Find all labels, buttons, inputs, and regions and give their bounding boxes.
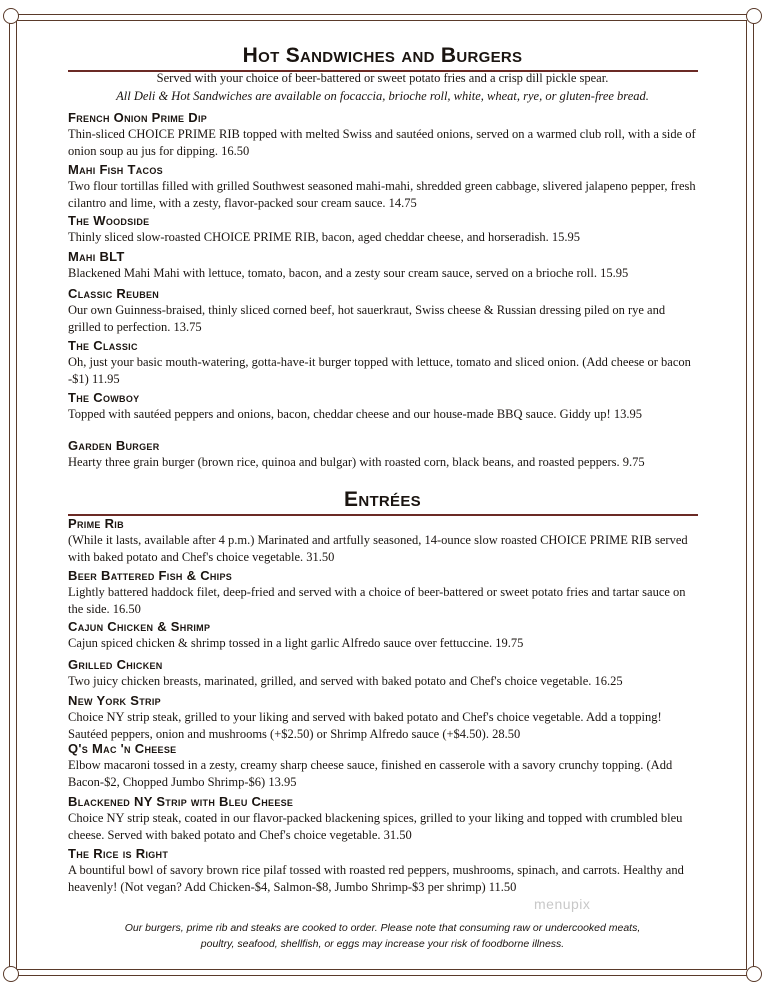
item-name: French Onion Prime Dip (68, 110, 208, 125)
menu-item (68, 249, 700, 282)
menu-item (68, 390, 700, 423)
item-name: Q's Mac 'n Cheese (68, 741, 177, 756)
item-name: Beer Battered Fish & Chips (68, 568, 233, 583)
item-name: Blackened NY Strip with Bleu Cheese (68, 794, 294, 809)
menu-item (68, 213, 700, 246)
item-name: Classic Reuben (68, 286, 160, 301)
sandwiches-title: Hot Sandwiches and Burgers (242, 44, 523, 67)
sides-note: Served with your choice of beer-battered or sweet potato fries and a crisp dill pickle spear. (156, 71, 609, 85)
item-name: The Cowboy (68, 390, 140, 405)
item-description: Thinly sliced slow-roasted CHOICE PRIME RIB, bacon, aged cheddar cheese, and horseradish. 15.95 (68, 230, 581, 244)
menu-item (68, 794, 700, 843)
corner-ornament (3, 966, 19, 982)
menu-item (68, 438, 700, 471)
item-description: Two juicy chicken breasts, marinated, grilled, and served with baked potato and Chef's choice vegetable. 16.25 (68, 674, 623, 688)
menu-item (68, 110, 700, 159)
item-description: Two flour tortillas filled with grilled Southwest seasoned mahi-mahi, shredded green cabbage, slivered jalapeno pepper, fresh cilantro and lime, with a zesty, flavor-packed sour cream sauce. 14.75 (68, 179, 696, 210)
menu-item (68, 568, 700, 617)
item-name: Garden Burger (68, 438, 160, 453)
item-name: Prime Rib (68, 516, 124, 531)
menu-item (68, 516, 700, 565)
item-name: New York Strip (68, 693, 161, 708)
menu-item (68, 846, 700, 895)
item-name: Grilled Chicken (68, 657, 163, 672)
item-description: Choice NY strip steak, grilled to your liking and served with baked potato and Chef's choice vegetable. Add a topping! Sautéed peppers, onion and mushrooms (+$2.50) or Shrimp Alfredo sauce (+$4.50). 28.50 (68, 710, 662, 741)
item-name: The Woodside (68, 213, 150, 228)
item-description: Hearty three grain burger (brown rice, quinoa and bulgar) with roasted corn, black beans, and roasted peppers. 9.75 (68, 455, 645, 469)
bread-note: All Deli & Hot Sandwiches are available on focaccia, brioche roll, white, wheat, rye, or gluten-free bread. (116, 89, 649, 103)
item-description: Cajun spiced chicken & shrimp tossed in a light garlic Alfredo sauce over fettuccine. 19.75 (68, 636, 524, 650)
item-name: The Classic (68, 338, 138, 353)
menu-item (68, 741, 700, 790)
menu-item (68, 657, 700, 690)
item-description: Blackened Mahi Mahi with lettuce, tomato, bacon, and a zesty sour cream sauce, served on a brioche roll. 15.95 (68, 266, 629, 280)
corner-ornament (746, 966, 762, 982)
item-description: Thin-sliced CHOICE PRIME RIB topped with melted Swiss and sautéed onions, served on a warmed club roll, with a side of onion soup au jus for dipping. 16.50 (68, 127, 696, 158)
item-name: Mahi Fish Tacos (68, 162, 163, 177)
item-name: Cajun Chicken & Shrimp (68, 619, 211, 634)
menu-item (68, 693, 700, 742)
item-description: Choice NY strip steak, coated in our flavor-packed blackening spices, grilled to your liking and topped with crumbled bleu cheese. Served with baked potato and Chef's choice vegetable. 31.50 (68, 811, 683, 842)
watermark-logo: menupix (534, 896, 591, 912)
corner-ornament (3, 8, 19, 24)
notice-line: Our burgers, prime rib and steaks are cooked to order. Please note that consuming raw or undercooked meats, (124, 922, 641, 934)
item-description: A bountiful bowl of savory brown rice pilaf tossed with roasted red peppers, mushrooms, spinach, and carrots. Healthy and heavenly! (Not vegan? Add Chicken-$4, Salmon-$8, Jumbo Shrimp-$3 per shrimp) 11.50 (68, 863, 684, 894)
item-description: (While it lasts, available after 4 p.m.) Marinated and artfully seasoned, 14-ounce slow roasted CHOICE PRIME RIB served with baked potato and Chef's choice vegetable. 31.50 (68, 533, 688, 564)
menu-item (68, 162, 700, 211)
item-description: Our own Guinness-braised, thinly sliced corned beef, hot sauerkraut, Swiss cheese & Russian dressing piled on rye and grilled to perfection. 13.75 (68, 303, 666, 334)
entrees-title: Entrées (344, 488, 421, 511)
item-name: Mahi BLT (68, 249, 125, 264)
food-safety-notice (0, 920, 765, 952)
notice-line: poultry, seafood, shellfish, or eggs may increase your risk of foodborne illness. (200, 938, 565, 950)
item-description: Oh, just your basic mouth-watering, gotta-have-it burger topped with lettuce, tomato and sliced onion. (Add cheese or bacon -$1) 11.95 (68, 355, 691, 386)
menu-item (68, 286, 700, 335)
corner-ornament (746, 8, 762, 24)
item-description: Lightly battered haddock filet, deep-fried and served with a choice of beer-battered or sweet potato fries and tartar sauce on the side. 16.50 (68, 585, 686, 616)
item-name: The Rice is Right (68, 846, 169, 861)
item-description: Topped with sautéed peppers and onions, bacon, cheddar cheese and our house-made BBQ sauce. Giddy up! 13.95 (68, 407, 642, 421)
item-description: Elbow macaroni tossed in a zesty, creamy sharp cheese sauce, finished en casserole with a savory crunchy topping. (Add Bacon-$2, Chopped Jumbo Shrimp-$6) 13.95 (68, 758, 673, 789)
menu-item (68, 338, 700, 387)
menu-item (68, 619, 700, 652)
